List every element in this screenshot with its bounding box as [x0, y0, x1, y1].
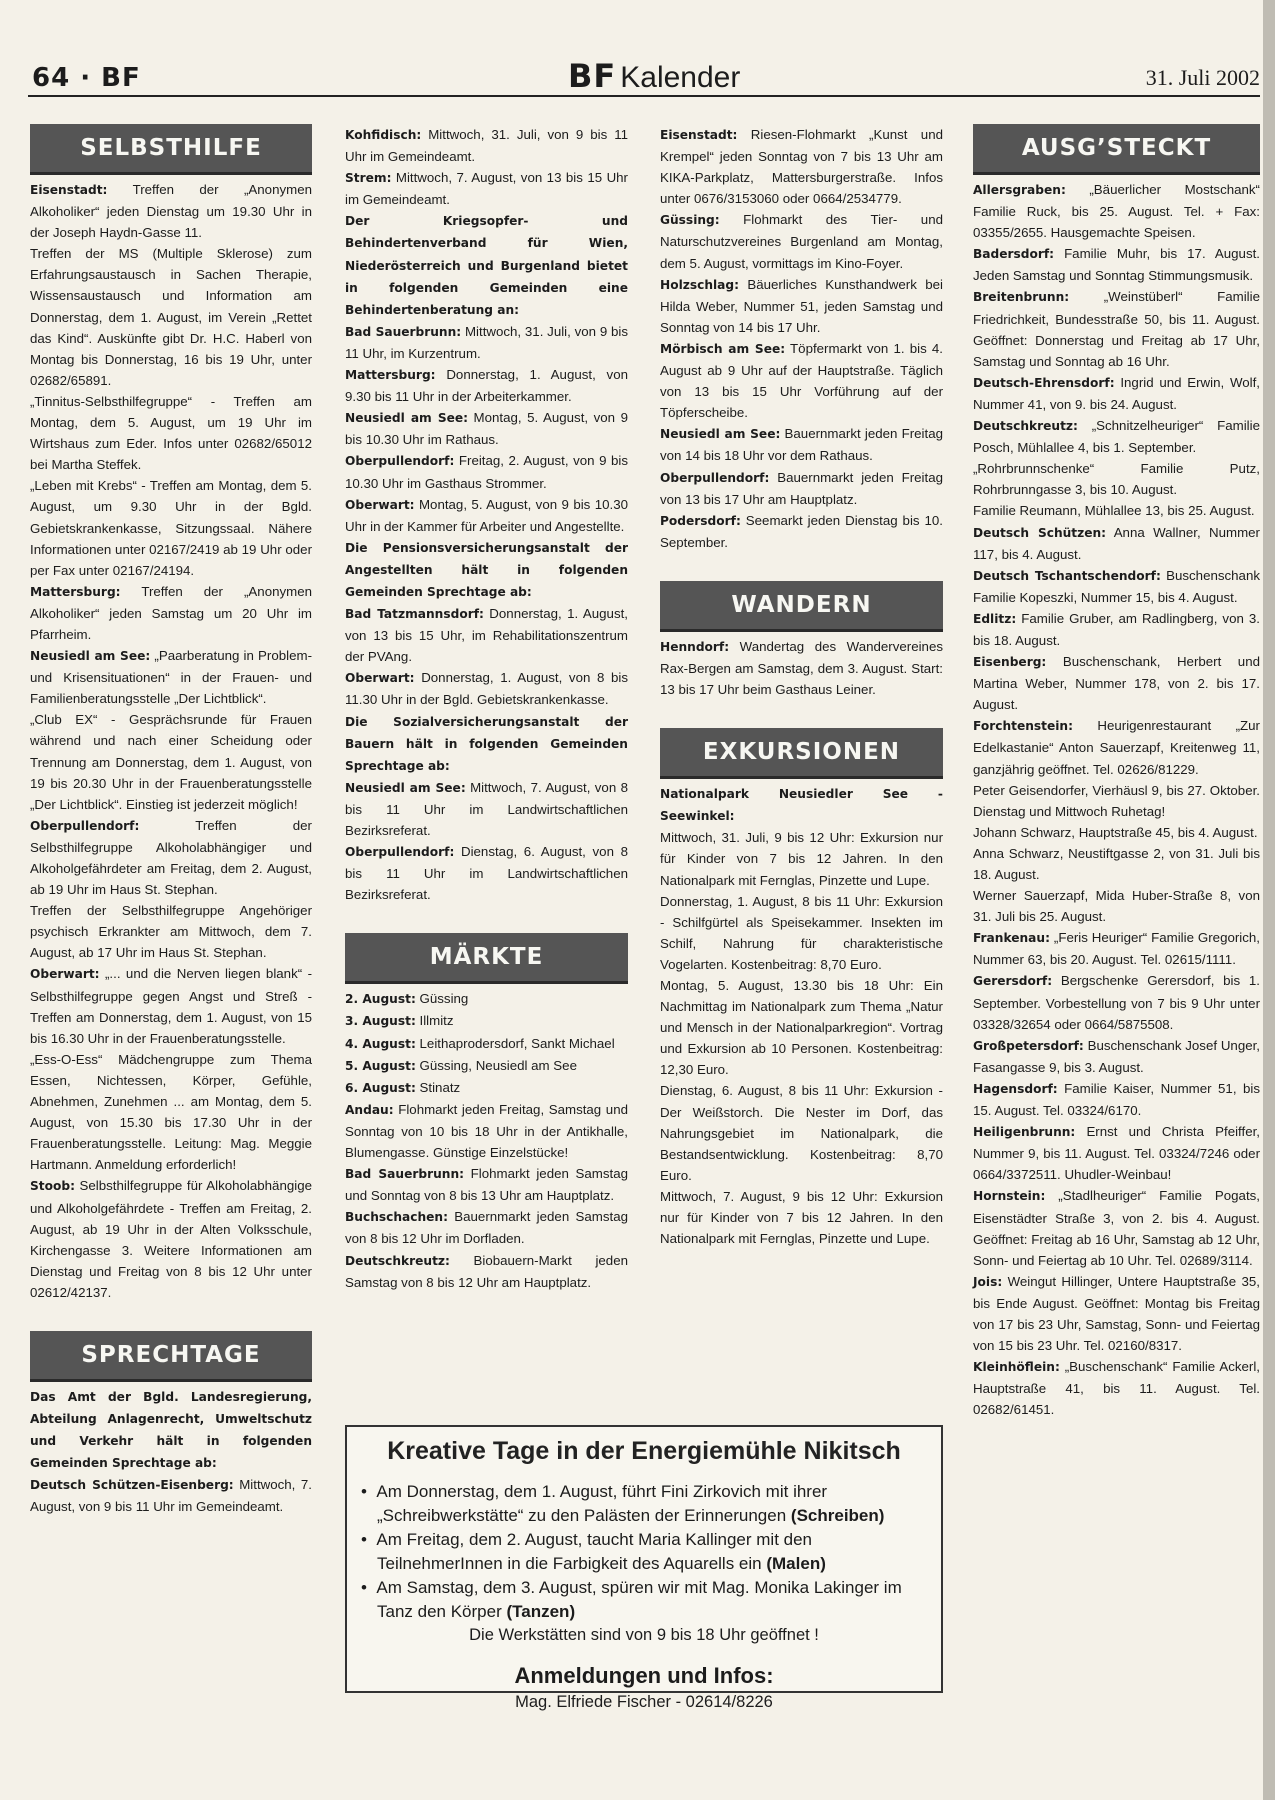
place-name: Oberpullendorf:: [345, 845, 455, 860]
infobox-item-text: Am Donnerstag, dem 1. August, führt Fini Zirkovich mit ihrer „Schreibwerkstätte“ zu den Palästen der Erinnerungen: [376, 1482, 828, 1525]
sva-intro: Die Sozialversicherungsanstalt der Bauern hält in folgenden Gemeinden Sprechtage ab:: [345, 714, 628, 773]
entry-text: Familie Reumann, Mühlallee 13, bis 25. August.: [973, 503, 1255, 519]
entry-text: Bauernmarkt jeden Freitag von 13 bis 17 Uhr am Hauptplatz.: [660, 469, 943, 507]
column-1: [30, 124, 312, 1518]
market-place: Güssing: [419, 991, 469, 1007]
market-place: Illmitz: [419, 1013, 454, 1029]
place-name: Jois:: [973, 1274, 1003, 1289]
list-item: [30, 900, 312, 963]
exkursion-item: Mittwoch, 31. Juli, 9 bis 12 Uhr: Exkursion nur für Kinder von 7 bis 12 Jahren. In den Nationalpark mit Fernglas, Pinzette und Lupe.: [660, 830, 943, 888]
list-item: [345, 321, 628, 364]
list-item: [30, 1175, 312, 1303]
market-date: 4. August:: [345, 1036, 416, 1051]
place-name: Oberpullendorf:: [30, 818, 140, 833]
entry-text: Treffen der „Anonymen Alkoholiker“ jeden Samstag um 20 Uhr im Pfarrheim.: [30, 583, 312, 642]
entry-text: Freitag, 2. August, von 9 bis 10.30 Uhr im Gasthaus Strommer.: [345, 453, 629, 491]
list-item: [30, 1474, 312, 1517]
infobox-item-tag: (Schreiben): [790, 1506, 885, 1525]
market-place: Stinatz: [419, 1079, 461, 1095]
market-date-item: [345, 1010, 628, 1032]
entry-text: „Bäuerlicher Mostschank“ Familie Ruck, bis 25. August. Tel. + Fax: 03355/2655. Hausgemachte Speisen.: [973, 182, 1260, 241]
entry-text: Bergschenke Gerersdorf, bis 1. September. Vorbestellung von 7 bis 9 Uhr unter 03328/32654 oder 0664/5875508.: [973, 973, 1260, 1032]
place-name: Eisenberg:: [973, 655, 1047, 670]
list-item: [973, 1121, 1260, 1185]
place-name: Bad Sauerbrunn:: [345, 1167, 464, 1182]
place-name: Bad Sauerbrunn:: [345, 324, 462, 339]
place-name: Frankenau:: [973, 931, 1050, 946]
list-item: [973, 179, 1260, 243]
list-item: [30, 815, 312, 900]
list-item: [660, 467, 943, 510]
entry-text: Flohmarkt jeden Freitag, Samstag und Sonntag von 10 bis 18 Uhr in der Antikhalle, Blumengasse. Günstige Einzelstücke!: [345, 1101, 628, 1161]
entry-text: „Tinnitus-Selbsthilfegruppe“ - Treffen am Montag, dem 5. August, um 19 Uhr im Wirtshaus zum Eder. Infos unter 02682/65012 bei Martha Steffek.: [30, 393, 312, 473]
entry-text: Montag, 5. August, von 9 bis 10.30 Uhr in der Kammer für Arbeiter und Angestellte.: [345, 496, 628, 534]
infobox-list: [361, 1480, 941, 1624]
infobox-item: [361, 1480, 941, 1528]
place-name: Strem:: [345, 171, 392, 186]
entry-text: Töpfermarkt von 1. bis 4. August ab 9 Uhr auf der Hauptstraße. Täglich von 13 bis 15 Uhr Vorführung auf der Töpferscheibe.: [660, 340, 943, 421]
entry-text: Familie Kaiser, Nummer 51, bis 15. August. Tel. 03324/6170.: [973, 1080, 1260, 1119]
list-item: [345, 841, 628, 905]
entry-text: Peter Geisendorfer, Vierhäusl 9, bis 27. Oktober. Dienstag und Mittwoch Ruhetag!: [973, 782, 1260, 819]
entry-text: Selbsthilfegruppe für Alkoholabhängige und Alkoholgefährdete - Treffen am Freitag, 2. August, ab 19 Uhr in der Alten Volksschule, Kirchengasse 3. Weitere Informationen am Dienstag und Freitag von 8 bis 12 Uhr unter 02612/42137.: [30, 1178, 312, 1300]
infobox-item-tag: (Tanzen): [506, 1602, 576, 1621]
infobox-note: Die Werkstätten sind von 9 bis 18 Uhr geöffnet !: [469, 1626, 819, 1644]
entry-text: Biobauern-Markt jeden Samstag von 8 bis 12 Uhr am Hauptplatz.: [345, 1252, 628, 1290]
entry-text: „Leben mit Krebs“ - Treffen am Montag, dem 5. August, um 9.30 Uhr in der Bgld. Gebietskrankenkasse, Sitzungssaal. Nähere Informationen unter 02167/2419 ab 19 Uhr oder per Fax unter 02167/24194.: [30, 478, 312, 578]
market-date: 2. August:: [345, 992, 416, 1007]
entry-text: „Weinstüberl“ Familie Friedrichkeit, Bundesstraße 50, bis 11. August. Geöffnet: Donnerstag und Freitag ab 17 Uhr, Samstag und Sonntag ab 16 Uhr.: [973, 289, 1260, 369]
entry-text: „Stadlheuriger“ Familie Pogats, Eisenstädter Straße 3, von 2. bis 4. August. Geöffnet: Freitag ab 16 Uhr, Samstag ab 12 Uhr, Sonn- und Feiertag ab 10 Uhr. Tel. 02689/3114.: [973, 1188, 1260, 1268]
list-item: [30, 1049, 312, 1176]
place-name: Oberpullendorf:: [345, 454, 455, 469]
place-name: Deutsch Schützen-Eisenberg:: [30, 1478, 234, 1493]
column-4: [973, 124, 1260, 1420]
kreative-tage-box: [345, 1425, 943, 1711]
entry-text: Mittwoch, 7. August, von 8 bis 11 Uhr im Landwirtschaftlichen Bezirksreferat.: [345, 779, 628, 838]
entry-text: Donnerstag, 1. August, von 13 bis 15 Uhr, im Rehabilitationszentrum der PVAng.: [345, 606, 628, 665]
place-name: Buchschachen:: [345, 1210, 448, 1225]
entry-text: Bäuerliches Kunsthandwerk bei Hilda Weber, Nummer 51, jeden Samstag und Sonntag von 14 bis 17 Uhr.: [660, 276, 943, 335]
list-item: [973, 843, 1260, 885]
infobox-item-text: Am Freitag, dem 2. August, taucht Maria Kallinger mit den TeilnehmerInnen in die Farbigkeit des Aquarells ein: [376, 1530, 812, 1573]
entry-text: Ernst und Christa Pfeiffer, Nummer 9, bis 11. August. Tel. 03324/7246 oder 0664/3372511. Uhudler-Weinbau!: [973, 1124, 1260, 1183]
market-place: Leithaprodersdorf, Sankt Michael: [419, 1035, 615, 1051]
entry-text: Johann Schwarz, Hauptstraße 45, bis 4. August.: [973, 824, 1258, 840]
list-item: [345, 777, 628, 841]
entry-text: Familie Muhr, bis 17. August. Jeden Samstag und Sonntag Stimmungsmusik.: [973, 246, 1260, 284]
place-name: Breitenbrunn:: [973, 290, 1070, 305]
entry-text: Treffen der Selbsthilfegruppe Angehöriger psychisch Erkrankter am Mittwoch, dem 7. August, ab 17 Uhr im Haus St. Stephan.: [30, 903, 312, 961]
market-date-item: [345, 1077, 628, 1099]
list-item: [660, 636, 943, 700]
wandern-heading: WANDERN: [660, 581, 943, 632]
entry-text: Bauernmarkt jeden Freitag von 14 bis 18 Uhr vor dem Rathaus.: [660, 426, 943, 464]
list-item: [660, 209, 943, 273]
list-item: [973, 780, 1260, 822]
sprechtage-intro: Das Amt der Bgld. Landesregierung, Abteilung Anlagenrecht, Umweltschutz und Verkehr hält in folgenden Gemeinden Sprechtage ab:: [30, 1389, 312, 1471]
list-item: [973, 1271, 1260, 1356]
entry-text: Seemarkt jeden Dienstag bis 10. September.: [660, 512, 943, 550]
list-item: [973, 1356, 1260, 1420]
pva-list: [345, 603, 628, 710]
exkursion-item: Montag, 5. August, 13.30 bis 18 Uhr: Ein Nachmittag im Nationalpark zum Thema „Natur und Mensch in der Nationalparkregion“. Vortrag und Exkursion ab 10 Personen. Kostenbeitrag: 12,30 Euro.: [660, 978, 943, 1078]
list-item: [973, 1035, 1260, 1078]
place-name: Eisenstadt:: [30, 183, 108, 197]
place-name: Badersdorf:: [973, 247, 1055, 262]
list-item: [973, 565, 1260, 608]
place-name: Hornstein:: [973, 1189, 1046, 1204]
list-item: [345, 1206, 628, 1249]
place-name: Bad Tatzmannsdorf:: [345, 607, 484, 622]
selbsthilfe-heading: SELBSTHILFE: [30, 124, 312, 175]
entry-text: Bauernmarkt jeden Samstag von 8 bis 12 Uhr im Dorfladen.: [345, 1209, 628, 1247]
list-item: [973, 970, 1260, 1034]
kob-intro: Der Kriegsopfer- und Behindertenverband für Wien, Niederösterreich und Burgenland bietet in folgenden Gemeinden eine Behindertenberatung an:: [345, 214, 628, 317]
entry-text: Werner Sauerzapf, Mida Huber-Straße 8, von 31. Juli bis 25. August.: [973, 888, 1260, 925]
place-name: Neusiedl am See:: [660, 427, 781, 442]
place-name: Oberwart:: [30, 967, 100, 982]
place-name: Podersdorf:: [660, 513, 741, 528]
list-item: [973, 286, 1260, 371]
infobox-item: [361, 1528, 941, 1576]
place-name: Großpetersdorf:: [973, 1038, 1084, 1053]
list-item: [345, 667, 628, 710]
entry-text: Wandertag des Wandervereines Rax-Bergen am Samstag, dem 3. August. Start: 13 bis 17 Uhr beim Gasthaus Leiner.: [660, 638, 943, 698]
list-item: [973, 415, 1260, 458]
place-name: Allersgraben:: [973, 183, 1066, 197]
infobox-item: [361, 1576, 941, 1624]
entry-text: Riesen-Flohmarkt „Kunst und Krempel“ jeden Sonntag von 7 bis 13 Uhr am KIKA-Parkplatz, Mattersburgerstraße. Infos unter 0676/3153060 oder 0664/2534779.: [660, 127, 943, 207]
list-item: [973, 522, 1260, 565]
place-name: Edlitz:: [973, 611, 1017, 626]
entry-text: Treffen der „Anonymen Alkoholiker“ jeden Dienstag um 19.30 Uhr in der Joseph Haydn-Gasse 11.: [30, 182, 312, 241]
list-item: [660, 510, 943, 553]
exkursionen-subheading: Nationalpark Neusiedler See - Seewinkel:: [660, 787, 943, 824]
entry-text: Flohmarkt des Tier- und Naturschutzvereines Burgenland am Montag, dem 5. August, vormittags im Kino-Foyer.: [660, 212, 943, 271]
place-name: Holzschlag:: [660, 277, 739, 292]
list-item: [973, 372, 1260, 415]
sprechtage-heading: SPRECHTAGE: [30, 1331, 312, 1382]
list-item: [973, 651, 1260, 715]
list-item: [345, 364, 628, 407]
list-item: [345, 1099, 628, 1163]
entry-text: „Feris Heuriger“ Familie Gregorich, Nummer 63, bis 20. August. Tel. 02615/1111.: [973, 930, 1260, 968]
place-name: Kohfidisch:: [345, 128, 422, 142]
place-name: Forchtenstein:: [973, 719, 1073, 734]
entry-text: Dienstag, 6. August, von 8 bis 11 Uhr im Landwirtschaftlichen Bezirksreferat.: [345, 844, 628, 903]
place-name: Gerersdorf:: [973, 974, 1053, 989]
list-item: [345, 450, 628, 493]
place-name: Andau:: [345, 1102, 394, 1117]
wandern-list: [660, 636, 943, 700]
market-dates-list: [345, 988, 628, 1098]
place-name: Güssing:: [660, 213, 720, 228]
place-name: Oberwart:: [345, 497, 415, 512]
list-item: [345, 1163, 628, 1206]
list-item: [345, 1250, 628, 1293]
list-item: [345, 603, 628, 667]
place-name: Deutsch Tschantschendorf:: [973, 568, 1161, 583]
list-item: [345, 494, 628, 537]
sva-list: [345, 777, 628, 906]
place-name: Deutschkreutz:: [973, 419, 1078, 434]
entry-text: Donnerstag, 1. August, von 9.30 bis 11 Uhr in der Arbeiterkammer.: [345, 367, 628, 405]
entry-text: Anna Wallner, Nummer 117, bis 4. August.: [973, 524, 1260, 562]
place-name: Stoob:: [30, 1179, 75, 1194]
place-name: Kleinhöflein:: [973, 1360, 1060, 1375]
list-item: [973, 608, 1260, 651]
entry-text: Weingut Hillinger, Untere Hauptstraße 35, bis Ende August. Geöffnet: Montag bis Freitag von 17 bis 23 Uhr, Samstag, Sonn- und Feiertag von 15 bis 23 Uhr. Tel. 02160/8317.: [973, 1273, 1260, 1354]
list-item: [973, 1185, 1260, 1270]
list-item: [973, 885, 1260, 927]
market-date: 3. August:: [345, 1014, 416, 1029]
markets-continued-list: [660, 124, 943, 553]
list-item: [660, 338, 943, 423]
exkursion-item: Dienstag, 6. August, 8 bis 11 Uhr: Exkursion - Der Weißstorch. Die Nester im Dorf, das Nahrungsgebiet im Nationalpark, die Bestandsentwicklung. Kostenbeitrag: 8,70 Euro.: [660, 1083, 943, 1183]
market-date-item: [345, 1033, 628, 1055]
entry-text: Buschenschank Josef Unger, Fasangasse 9, bis 3. August.: [973, 1037, 1260, 1075]
infobox-subtitle: Anmeldungen und Infos:: [514, 1663, 774, 1688]
list-item: [345, 124, 628, 167]
list-item: [30, 581, 312, 645]
entry-text: Anna Schwarz, Neustiftgasse 2, von 31. Juli bis 18. August.: [973, 845, 1260, 882]
selbsthilfe-list: [30, 179, 312, 1303]
entry-text: Flohmarkt jeden Samstag und Sonntag von 8 bis 13 Uhr am Hauptplatz.: [345, 1166, 628, 1204]
entry-text: Familie Gruber, am Radlingberg, von 3. bis 18. August.: [973, 610, 1260, 648]
page-header: [28, 55, 1260, 97]
infobox-item-tag: (Malen): [766, 1554, 826, 1573]
sprechtage-list: [30, 1474, 312, 1517]
entry-text: Mittwoch, 7. August, von 9 bis 11 Uhr im Gemeindeamt.: [30, 1477, 312, 1515]
infobox-item-text: Am Samstag, dem 3. August, spüren wir mit Mag. Monika Lakinger im Tanz den Körper: [376, 1578, 902, 1621]
market-date-item: [345, 988, 628, 1010]
kob-list: [345, 321, 628, 537]
entry-text: „Buschenschank“ Familie Ackerl, Hauptstraße 41, bis 11. August. Tel. 02682/61451.: [973, 1359, 1260, 1418]
place-name: Oberpullendorf:: [660, 470, 770, 485]
issue-date: 31. Juli 2002: [1145, 65, 1260, 90]
list-item: [30, 475, 312, 580]
entry-text: Buschenschank Familie Kopeszki, Nummer 15, bis 4. August.: [973, 567, 1260, 605]
ausgsteckt-list: [973, 179, 1260, 1420]
place-name: Oberwart:: [345, 671, 415, 686]
market-place: Güssing, Neusiedl am See: [419, 1057, 577, 1073]
list-item: [973, 500, 1260, 521]
list-item: [660, 124, 943, 209]
place-name: Neusiedl am See:: [30, 649, 151, 664]
list-item: [345, 167, 628, 210]
list-item: [30, 963, 312, 1048]
place-name: Deutsch Schützen:: [973, 525, 1107, 540]
list-item: [973, 1078, 1260, 1121]
entry-text: „Paarberatung in Problem- und Krisensituationen“ in der Frauen- und Familienberatungsstelle „Der Lichtblick“.: [30, 648, 312, 707]
list-item: [973, 458, 1260, 500]
column-3: [660, 124, 943, 1249]
place-name: Deutschkreutz:: [345, 1253, 450, 1268]
list-item: [30, 709, 312, 814]
list-item: [345, 407, 628, 450]
place-name: Neusiedl am See:: [345, 780, 466, 795]
place-name: Henndorf:: [660, 639, 730, 654]
entry-text: „Rohrbrunnschenke“ Familie Putz, Rohrbrunngasse 3, bis 10. August.: [973, 461, 1260, 498]
maerkte-heading: MÄRKTE: [345, 933, 628, 984]
entry-text: Donnerstag, 1. August, von 8 bis 11.30 Uhr in der Bgld. Gebietskrankenkasse.: [345, 670, 628, 708]
exkursionen-heading: EXKURSIONEN: [660, 728, 943, 779]
entry-text: Buschenschank, Herbert und Martina Weber, Nummer 178, von 2. bis 17. August.: [973, 654, 1260, 713]
place-name: Hagensdorf:: [973, 1081, 1058, 1096]
market-date: 5. August:: [345, 1058, 416, 1073]
place-name: Mattersburg:: [30, 584, 121, 599]
entry-text: Treffen der Selbsthilfegruppe Alkoholabhängiger und Alkoholgefährdeter am Freitag, dem 2. August, ab 19 Uhr im Haus St. Stephan.: [30, 817, 312, 898]
entry-text: Montag, 5. August, von 9 bis 10.30 Uhr im Rathaus.: [345, 410, 628, 448]
entry-text: „Ess-O-Ess“ Mädchengruppe zum Thema Essen, Nichtessen, Körper, Gefühle, Abnehmen, Zunehmen ... am Montag, dem 5. August, von 15.30 bis 17.30 Uhr in der Frauenberatungsstelle. Leitung: Mag. Meggie Hartmann. Anmeldung erforderlich!: [30, 1051, 312, 1173]
place-name: Deutsch-Ehrensdorf:: [973, 375, 1115, 390]
entry-text: Ingrid und Erwin, Wolf, Nummer 41, von 9. bis 24. August.: [973, 374, 1260, 412]
entry-text: „Schnitzelheuriger“ Familie Posch, Mühlallee 4, bis 1. September.: [973, 418, 1260, 456]
masthead-logo: BF: [568, 57, 617, 95]
markets-list: [345, 1099, 628, 1293]
list-item: [30, 391, 312, 475]
pva-intro: Die Pensionsversicherungsanstalt der Angestellten hält in folgenden Gemeinden Sprechtage ab:: [345, 540, 628, 599]
list-item: [660, 423, 943, 466]
list-item: [973, 243, 1260, 286]
entry-text: „Club EX“ - Gesprächsrunde für Frauen während und nach einer Scheidung oder Trennung am Donnerstag, dem 1. August, von 19 bis 20.30 Uhr in der Frauenberatungsstelle „Der Lichtblick“. Einstieg ist jederzeit möglich!: [30, 712, 312, 812]
exkursion-item: Mittwoch, 7. August, 9 bis 12 Uhr: Exkursion nur für Kinder von 7 bis 12 Jahren. In den Nationalpark mit Fernglas, Pinzette und Lupe.: [660, 1188, 943, 1247]
exkursion-item: Donnerstag, 1. August, 8 bis 11 Uhr: Exkursion - Schilfgürtel als Speisekammer. Insekten im Schilf, Nahrung für charakteristische Vogelarten. Kostenbeitrag: 8,70 Euro.: [660, 893, 943, 972]
place-name: Heiligenbrunn:: [973, 1125, 1076, 1140]
list-item: [973, 822, 1260, 843]
infobox-title: Kreative Tage in der Energiemühle Nikitsch: [387, 1437, 901, 1465]
infobox-contact: Mag. Elfriede Fischer - 02614/8226: [515, 1693, 773, 1711]
entry-text: Treffen der MS (Multiple Sklerose) zum Erfahrungsaustausch in Sachen Therapie, Wissensaustausch und Information am Donnerstag, dem 1. August, im Verein „Rettet das Kind“. Auskünfte gibt Dr. H.C. Haberl von Montag bis Donnerstag, 16 bis 19 Uhr, unter 02682/65891.: [30, 246, 312, 388]
ausgsteckt-heading: AUSG’STECKT: [973, 124, 1260, 175]
sprechtage-continued-list: [345, 124, 628, 210]
place-name: Eisenstadt:: [660, 128, 738, 142]
list-item: [973, 715, 1260, 779]
place-name: Mattersburg:: [345, 368, 436, 383]
exkursionen-list: [660, 827, 943, 1249]
entry-text: „... und die Nerven liegen blank“ - Selbsthilfegruppe gegen Angst und Streß - Treffen am Donnerstag, dem 1. August, von 15 bis 16.30 Uhr in der Frauenberatungsstelle.: [30, 966, 312, 1046]
list-item: [30, 645, 312, 709]
entry-text: Heurigenrestaurant „Zur Edelkastanie“ Anton Sauerzapf, Kreitenweg 11, ganzjährig geöffnet. Tel. 02626/81229.: [973, 718, 1260, 777]
place-name: Neusiedl am See:: [345, 411, 469, 426]
column-2: [345, 124, 628, 1293]
masthead: [568, 57, 740, 95]
list-item: [973, 927, 1260, 970]
list-item: [30, 179, 312, 243]
masthead-section: Kalender: [620, 61, 741, 94]
market-date-item: [345, 1055, 628, 1077]
market-date: 6. August:: [345, 1080, 416, 1095]
page-edge: [1263, 0, 1275, 1800]
list-item: [660, 274, 943, 338]
list-item: [30, 243, 312, 391]
entry-text: Mittwoch, 7. August, von 13 bis 15 Uhr im Gemeindeamt.: [345, 170, 628, 208]
place-name: Mörbisch am See:: [660, 341, 786, 356]
entry-text: Mittwoch, 31. Juli, von 9 bis 11 Uhr, im Kurzentrum.: [345, 323, 629, 361]
entry-text: Mittwoch, 31. Juli, von 9 bis 11 Uhr im Gemeindeamt.: [345, 127, 628, 165]
page-number: 64 · BF: [32, 63, 141, 93]
